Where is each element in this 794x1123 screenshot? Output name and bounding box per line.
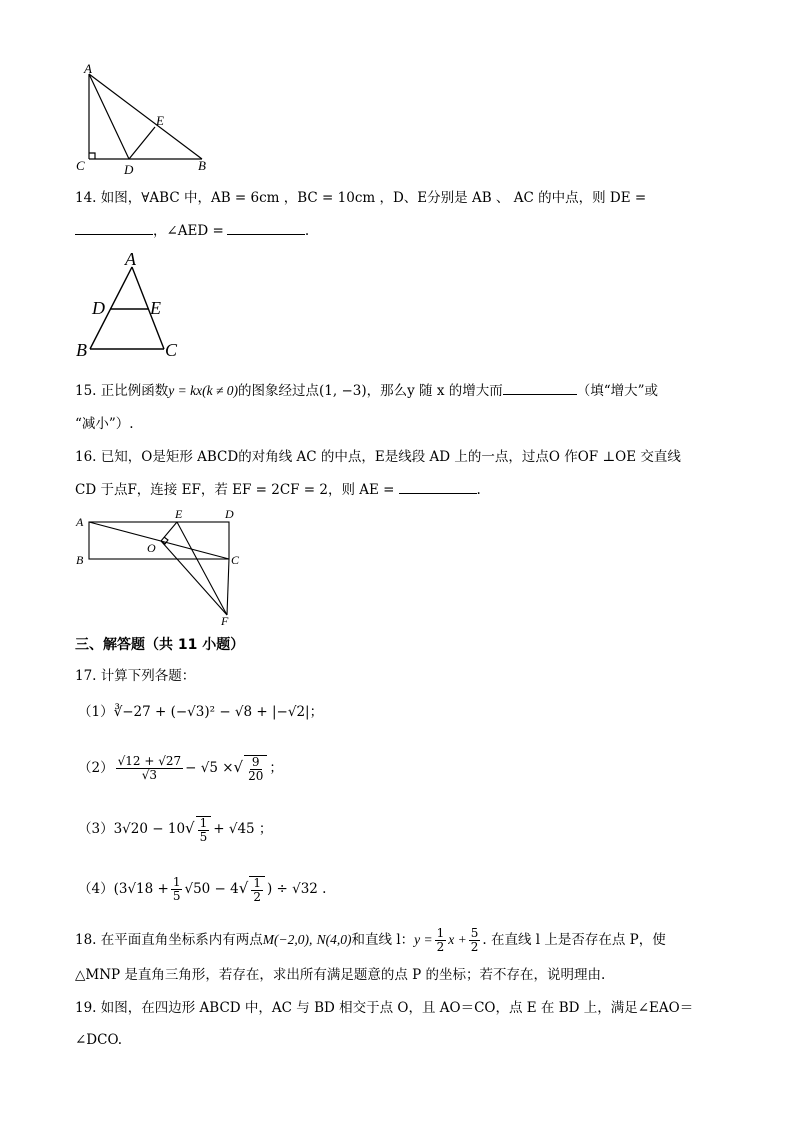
q14-line1: 14. 如图，∀ABC 中，AB = 6cm ，BC = 10cm ，D、E分别是 AB 、 AC 的中点，则 DE = bbox=[75, 190, 647, 206]
q15-point: (1, −3) bbox=[319, 383, 367, 399]
label-a: A bbox=[125, 250, 136, 269]
answer-blank-q15[interactable] bbox=[503, 380, 577, 395]
label-o: O bbox=[147, 541, 156, 555]
q18-x: x + bbox=[448, 932, 467, 947]
q18-post: . 在直线 l 上是否存在点 P，使 bbox=[482, 932, 666, 948]
part-number: （1） bbox=[78, 704, 114, 720]
fraction-sqrt: $\frac{1}{5}$ bbox=[196, 816, 212, 844]
q15-tail: （填“增大”或 bbox=[576, 383, 659, 399]
figure-triangle-acb bbox=[72, 60, 222, 178]
part3-b: + √45 ； bbox=[213, 821, 273, 837]
label-b: B bbox=[76, 553, 84, 567]
part4-c: ) ÷ √32 . bbox=[266, 881, 327, 897]
label-b: B bbox=[76, 340, 87, 360]
label-a: A bbox=[76, 515, 84, 529]
label-d: D bbox=[92, 298, 105, 318]
part1-expression: ∛−27 + (−√3)² − √8 + |−√2|； bbox=[113, 704, 324, 720]
part3-a: 3√20 − 10 bbox=[113, 821, 186, 837]
label-e: E bbox=[175, 507, 183, 521]
q16-line2 bbox=[75, 479, 481, 500]
point-m: M(−2,0), bbox=[262, 932, 313, 947]
section-heading: 三、解答题（共 11 小题） bbox=[75, 637, 245, 653]
fraction-sqrt: $\frac{1}{2}$ bbox=[249, 876, 265, 904]
q15-line2: “减小”）. bbox=[75, 416, 134, 432]
part-number: （3） bbox=[78, 821, 114, 837]
fraction: $\frac{5}{2}$ bbox=[470, 926, 479, 954]
q17-title: 17. 计算下列各题： bbox=[75, 668, 196, 684]
q17-part4: （4）(3√18 + $\frac{1}{5}$ √50 − 4√ $\frac{1}{2}$ ) ÷ √32 . bbox=[78, 875, 327, 904]
answer-blank-aed[interactable] bbox=[227, 220, 305, 235]
q15-post: ，那么y 随 x 的增大而 bbox=[366, 383, 503, 399]
label-d: D bbox=[225, 507, 234, 521]
part2-end: ； bbox=[269, 760, 283, 776]
point-n: N(4,0) bbox=[316, 932, 352, 947]
answer-blank-de[interactable] bbox=[75, 220, 153, 235]
part2-rest: − √5 × bbox=[185, 760, 234, 776]
q17-part3: （3）3√20 − 10√ $\frac{1}{5}$ + √45 ； bbox=[78, 815, 273, 844]
q18-eq: y = bbox=[414, 932, 433, 947]
q15-line1 bbox=[75, 380, 658, 401]
figure-rectangle-abcd bbox=[72, 505, 252, 630]
part4-a: (3√18 + bbox=[113, 881, 169, 897]
q16-end: . bbox=[476, 482, 481, 498]
answer-blank-ae[interactable] bbox=[399, 479, 477, 494]
fraction: $\frac{√12 + √27}{√3}$ bbox=[117, 754, 182, 782]
q18-line2: △MNP 是直角三角形，若存在，求出所有满足题意的点 P 的坐标；若不存在，说明理由. bbox=[75, 967, 606, 983]
q18-pre: 18. 在平面直角坐标系内有两点 bbox=[75, 932, 263, 948]
part4-b: √50 − 4 bbox=[184, 881, 239, 897]
q16-line1: 16. 已知，O是矩形 ABCD的对角线 AC 的中点，E是线段 AD 上的一点，过点O 作OF ⊥OE 交直线 bbox=[75, 449, 681, 465]
q17-part2: （2） $\frac{√12 + √27}{√3}$ − √5 ×√ $\frac{9}{20}$ ； bbox=[78, 754, 283, 783]
q18-mid: 和直线 l： bbox=[351, 932, 415, 948]
fraction-sqrt: $\frac{9}{20}$ bbox=[244, 755, 267, 783]
label-f: F bbox=[221, 614, 229, 628]
q15-function: y = kx(k ≠ 0) bbox=[168, 383, 238, 398]
label-c: C bbox=[165, 340, 178, 360]
q19-line1: 19. 如图，在四边形 ABCD 中，AC 与 BD 相交于点 O，且 AO＝CO，点 E 在 BD 上，满足∠EAO＝ bbox=[75, 1000, 694, 1016]
q16-text: CD 于点F，连接 EF，若 EF = 2CF = 2，则 AE = bbox=[75, 482, 395, 498]
figure-triangle-abc bbox=[72, 250, 192, 362]
label-e: E bbox=[150, 298, 161, 318]
label-d: D bbox=[124, 162, 134, 177]
q14-line2 bbox=[75, 220, 309, 241]
label-b: B bbox=[198, 158, 206, 173]
q15-mid: 的图象经过点 bbox=[238, 383, 319, 399]
part-number: （4） bbox=[78, 881, 114, 897]
fraction: $\frac{1}{2}$ bbox=[436, 926, 445, 954]
q14-end: . bbox=[304, 223, 310, 239]
part-number: （2） bbox=[78, 760, 114, 776]
fraction: $\frac{1}{5}$ bbox=[172, 875, 181, 903]
q15-pre: 15. 正比例函数 bbox=[75, 383, 169, 399]
q14-angle-text: ，∠AED = bbox=[153, 223, 224, 239]
q19-line2: ∠DCO. bbox=[75, 1032, 123, 1048]
label-e: E bbox=[156, 113, 164, 128]
label-c: C bbox=[231, 553, 240, 567]
label-c: C bbox=[76, 158, 85, 173]
q17-part1 bbox=[78, 702, 323, 722]
q18-line1 bbox=[75, 922, 666, 958]
label-a: A bbox=[84, 61, 92, 76]
